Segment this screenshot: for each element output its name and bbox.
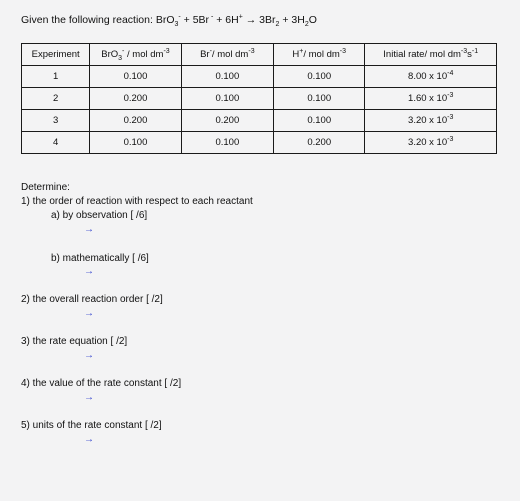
answer-arrow-icon[interactable]: → bbox=[84, 350, 94, 361]
header-h bbox=[274, 44, 365, 66]
question-3: 3) the rate equation [ /2] bbox=[21, 336, 128, 347]
header-experiment bbox=[22, 44, 90, 66]
reaction-text: O bbox=[308, 14, 317, 26]
header-label: Experiment bbox=[31, 49, 80, 60]
header-initial-rate bbox=[365, 44, 497, 66]
header-br bbox=[181, 44, 273, 66]
cell-br: 0.200 bbox=[181, 110, 273, 132]
header-subscript: 3 bbox=[118, 54, 123, 62]
reaction-text: Given the following reaction: BrO bbox=[21, 14, 175, 26]
cell-br: 0.100 bbox=[181, 132, 273, 154]
header-unit-exponent: -1 bbox=[471, 47, 479, 55]
cell-br: 0.100 bbox=[181, 66, 273, 88]
table-header-row bbox=[22, 44, 497, 66]
header-unit: / mol dm bbox=[124, 49, 164, 60]
header-unit-exponent: -3 bbox=[339, 47, 347, 55]
header-unit: / mol dm bbox=[211, 49, 249, 60]
header-label: Br bbox=[200, 49, 210, 60]
table-row bbox=[22, 110, 497, 132]
question-1a: a) by observation [ /6] bbox=[51, 210, 148, 221]
question-2: 2) the overall reaction order [ /2] bbox=[21, 294, 163, 305]
h-charge: + bbox=[238, 13, 243, 21]
cell-rate bbox=[365, 66, 497, 88]
header-charge: - bbox=[122, 47, 125, 55]
reaction-arrow: → bbox=[242, 14, 260, 26]
reaction-text: + 5Br bbox=[180, 14, 210, 26]
determine-heading: Determine: bbox=[21, 182, 70, 193]
answer-arrow-icon[interactable]: → bbox=[84, 392, 94, 403]
header-charge: - bbox=[209, 47, 212, 55]
header-unit-exponent: -3 bbox=[460, 47, 468, 55]
answer-arrow-icon[interactable]: → bbox=[84, 434, 94, 445]
reaction-text: + 6H bbox=[213, 14, 239, 26]
cell-experiment: 1 bbox=[22, 66, 90, 88]
header-label: H bbox=[292, 49, 300, 60]
bro3-charge: - bbox=[178, 13, 181, 21]
rate-mantissa: 3.20 x 10 bbox=[408, 115, 448, 126]
br2-subscript: 2 bbox=[275, 21, 280, 29]
cell-h: 0.100 bbox=[274, 110, 365, 132]
rate-exponent: -3 bbox=[447, 135, 454, 143]
cell-bro3: 0.200 bbox=[90, 88, 181, 110]
header-unit: s bbox=[467, 49, 472, 60]
header-unit-exponent: -3 bbox=[163, 47, 170, 55]
cell-experiment: 2 bbox=[22, 88, 90, 110]
cell-bro3: 0.200 bbox=[90, 110, 181, 132]
reaction-text: 3Br bbox=[259, 14, 276, 26]
rate-exponent: -4 bbox=[447, 69, 454, 77]
cell-h: 0.100 bbox=[274, 66, 365, 88]
header-label: BrO bbox=[101, 49, 119, 60]
rate-mantissa: 8.00 x 10 bbox=[408, 71, 448, 82]
rate-exponent: -3 bbox=[447, 91, 454, 99]
h2o-subscript: 2 bbox=[304, 21, 309, 29]
header-bro3 bbox=[90, 44, 181, 66]
header-unit-exponent: -3 bbox=[248, 47, 255, 55]
cell-rate bbox=[365, 110, 497, 132]
cell-experiment: 3 bbox=[22, 110, 90, 132]
bro3-subscript: 3 bbox=[174, 21, 179, 29]
answer-arrow-icon[interactable]: → bbox=[84, 308, 94, 319]
cell-h: 0.100 bbox=[274, 88, 365, 110]
reaction-equation bbox=[21, 13, 317, 29]
rate-mantissa: 3.20 x 10 bbox=[408, 137, 448, 148]
answer-arrow-icon[interactable]: → bbox=[84, 224, 94, 235]
cell-rate bbox=[365, 88, 497, 110]
question-5: 5) units of the rate constant [ /2] bbox=[21, 420, 162, 431]
answer-arrow-icon[interactable]: → bbox=[84, 266, 94, 277]
cell-experiment: 4 bbox=[22, 132, 90, 154]
rate-exponent: -3 bbox=[447, 113, 454, 121]
question-1b: b) mathematically [ /6] bbox=[51, 253, 149, 264]
cell-br: 0.100 bbox=[181, 88, 273, 110]
cell-h: 0.200 bbox=[274, 132, 365, 154]
table-row bbox=[22, 66, 497, 88]
table-row bbox=[22, 132, 497, 154]
cell-bro3: 0.100 bbox=[90, 66, 181, 88]
header-charge: + bbox=[299, 47, 304, 55]
cell-rate bbox=[365, 132, 497, 154]
question-4: 4) the value of the rate constant [ /2] bbox=[21, 378, 182, 389]
header-unit: / mol dm bbox=[303, 49, 340, 60]
rate-data-table bbox=[21, 43, 497, 154]
cell-bro3: 0.100 bbox=[90, 132, 181, 154]
question-1: 1) the order of reaction with respect to each reactant bbox=[21, 196, 253, 207]
br-charge: - bbox=[209, 13, 214, 21]
reaction-text: + 3H bbox=[279, 14, 305, 26]
table-row bbox=[22, 88, 497, 110]
header-label: Initial rate/ mol dm bbox=[383, 49, 461, 60]
rate-mantissa: 1.60 x 10 bbox=[408, 93, 448, 104]
